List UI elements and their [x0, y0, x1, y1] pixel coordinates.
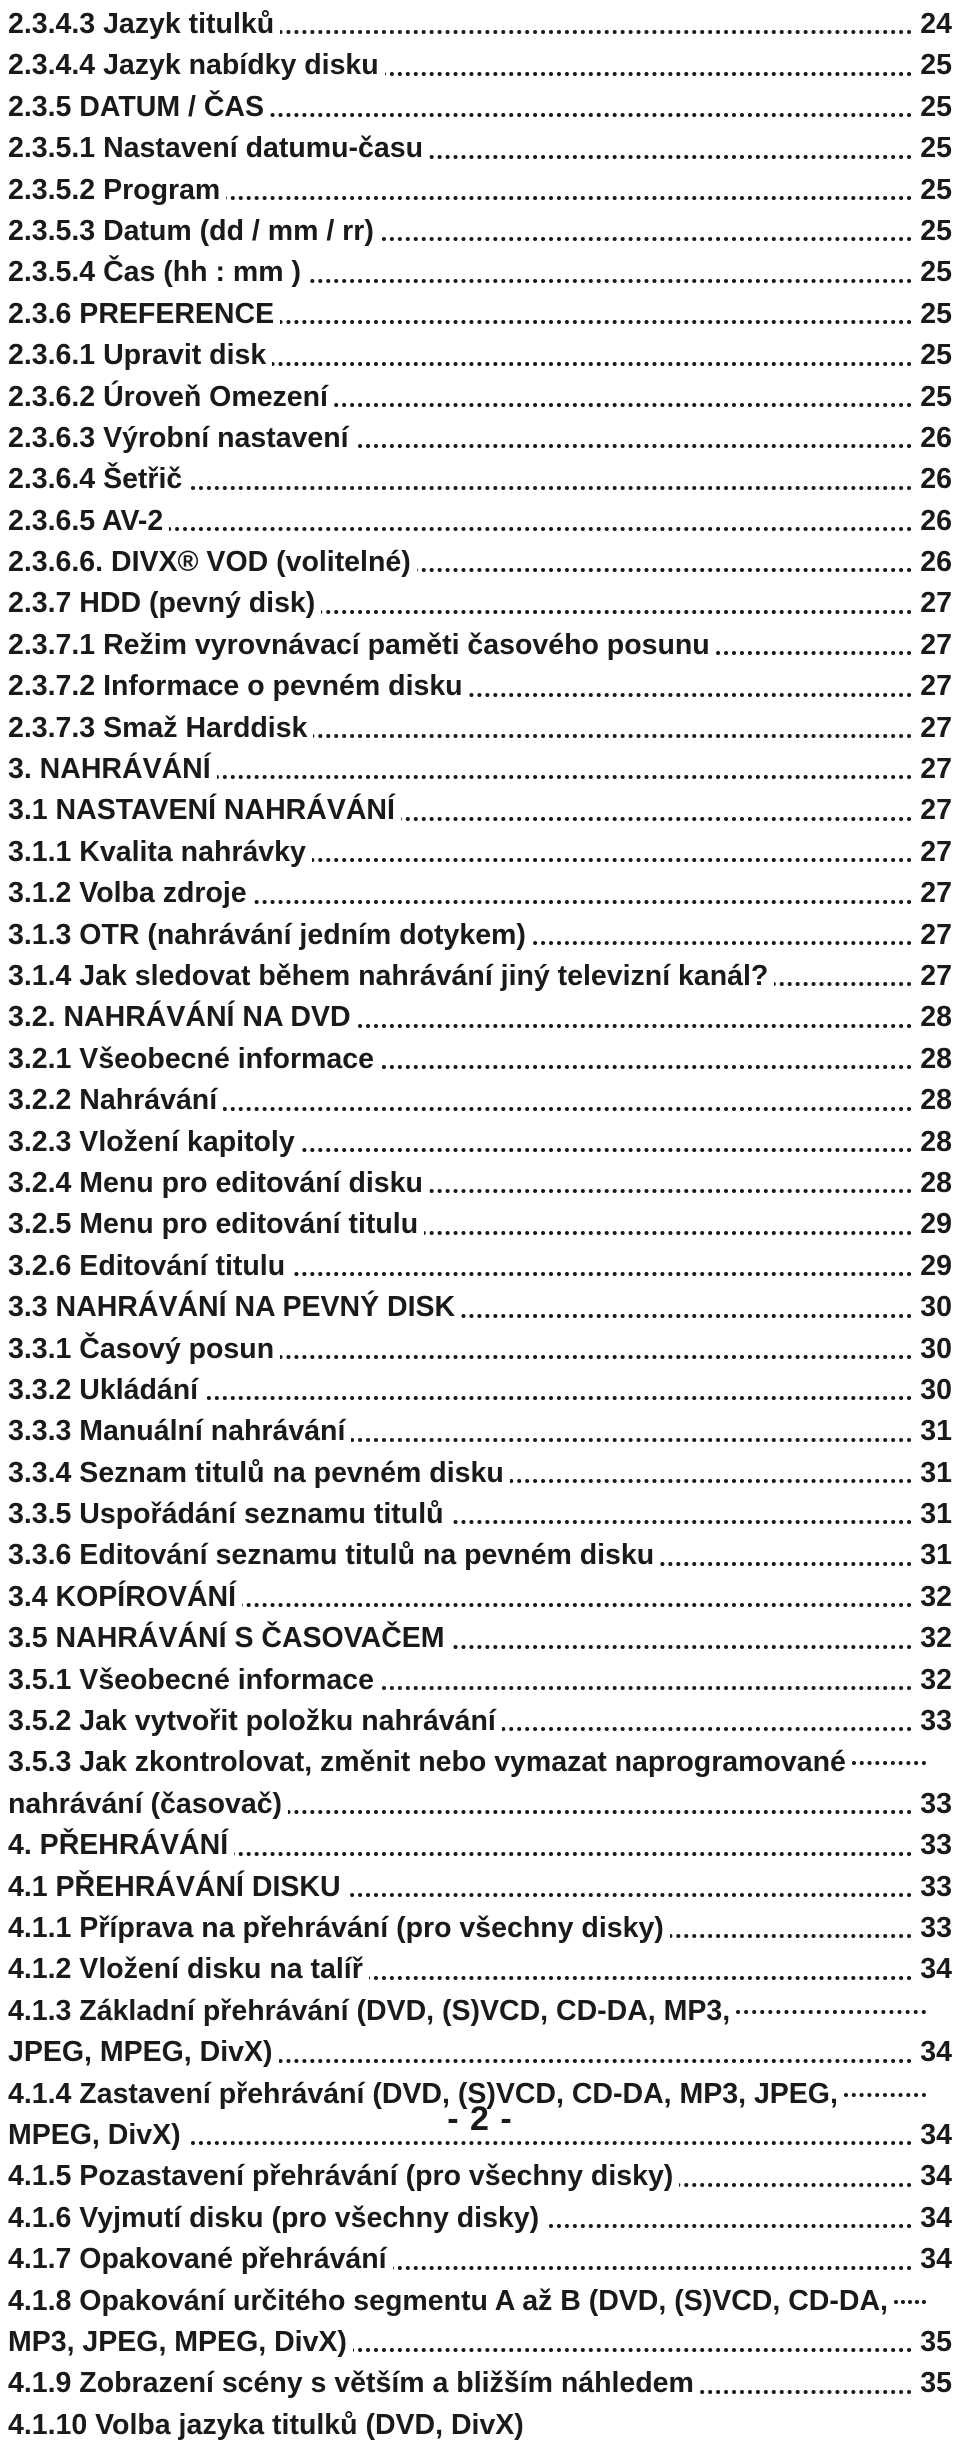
toc-entry[interactable] — [8, 87, 952, 128]
toc-entry-title: 2.3.4.3 Jazyk titulků — [8, 4, 280, 45]
toc-entry-page: 25 — [914, 128, 952, 169]
toc-entry-title: 3.5.2 Jak vytvořit položku nahrávání — [8, 1701, 502, 1742]
toc-entry-title: 2.3.4.4 Jazyk nabídky disku — [8, 45, 385, 86]
toc-entry[interactable] — [8, 45, 952, 86]
toc-entry-title: 3.2.5 Menu pro editování titulu — [8, 1204, 424, 1245]
toc-leader-dots — [736, 2010, 926, 2014]
toc-entry[interactable] — [8, 4, 952, 45]
toc-entry-title: 3.2.2 Nahrávání — [8, 1080, 223, 1121]
toc-entry-title-continued: MPEG, DivX) — [8, 2115, 187, 2156]
toc-entry-page: 25 — [914, 170, 952, 211]
toc-entry[interactable] — [8, 1204, 952, 1245]
toc-entry-title: 2.3.6 PREFERENCE — [8, 294, 280, 335]
toc-entry-title: 4.1.9 Zobrazení scény s větším a bližším náhledem — [8, 2363, 700, 2404]
toc-entry[interactable] — [8, 583, 952, 624]
toc-entry-title: 4.1.1 Příprava na přehrávání (pro všechny disky) — [8, 1908, 670, 1949]
toc-entry-title: 4.1.8 Opakování určitého segmentu A až B (DVD, (S)VCD, CD-DA, — [8, 2281, 894, 2322]
toc-entry-page: 28 — [914, 1080, 952, 1121]
toc-entry-page: 26 — [914, 459, 952, 500]
toc-entry-title: 4.1.3 Základní přehrávání (DVD, (S)VCD, CD-DA, MP3, — [8, 1991, 736, 2032]
toc-entry-page: 27 — [914, 956, 952, 997]
toc-leader-dots — [852, 1761, 926, 1765]
toc-entry-page: 33 — [914, 1908, 952, 1949]
toc-entry[interactable] — [8, 542, 952, 583]
toc-entry-page: 27 — [914, 708, 952, 749]
toc-entry-title: 2.3.5 DATUM / ČAS — [8, 87, 270, 128]
toc-entry[interactable] — [8, 1908, 952, 1949]
toc-entry-title: 3.2.1 Všeobecné informace — [8, 1039, 380, 1080]
toc-entry[interactable] — [8, 1246, 952, 1287]
toc-entry-title: 4.1.4 Zastavení přehrávání (DVD, (S)VCD, CD-DA, MP3, JPEG, — [8, 2074, 844, 2115]
toc-entry[interactable] — [8, 1039, 952, 1080]
toc-entry-page: 32 — [914, 1660, 952, 1701]
toc-entry[interactable] — [8, 335, 952, 376]
toc-entry-page: 29 — [914, 1204, 952, 1245]
toc-entry-page: 29 — [914, 1246, 952, 1287]
toc-entry-page: 25 — [914, 45, 952, 86]
toc-entry[interactable] — [8, 1825, 952, 1866]
toc-entry-title: 3.1.1 Kvalita nahrávky — [8, 832, 312, 873]
toc-entry-title: 4.1.2 Vložení disku na talíř — [8, 1949, 369, 1990]
toc-entry-title: 4. PŘEHRÁVÁNÍ — [8, 1825, 234, 1866]
toc-entry-page: 26 — [914, 501, 952, 542]
toc-entry[interactable] — [8, 2156, 952, 2197]
toc-entry-title: 3.3.5 Uspořádání seznamu titulů — [8, 1494, 450, 1535]
toc-entry-page: 27 — [914, 625, 952, 666]
toc-entry[interactable] — [8, 666, 952, 707]
toc-entry-title: 3. NAHRÁVÁNÍ — [8, 749, 217, 790]
toc-entry-title: 3.2.6 Editování titulu — [8, 1246, 291, 1287]
toc-entry[interactable] — [8, 2405, 952, 2446]
toc-entry-page: 34 — [914, 1949, 952, 1990]
toc-entry-title: 2.3.7.2 Informace o pevném disku — [8, 666, 469, 707]
toc-entry[interactable] — [8, 1949, 952, 1990]
toc-entry-title: 2.3.6.1 Upravit disk — [8, 335, 272, 376]
toc-entry[interactable] — [8, 294, 952, 335]
toc-entry-title: 3.3.4 Seznam titulů na pevném disku — [8, 1453, 510, 1494]
toc-entry-title: 3.2. NAHRÁVÁNÍ NA DVD — [8, 997, 357, 1038]
toc-entry-page: 28 — [914, 1039, 952, 1080]
toc-entry[interactable] — [8, 1494, 952, 1535]
toc-entry-page: 27 — [914, 749, 952, 790]
toc-entry[interactable] — [8, 211, 952, 252]
toc-entry-page: 27 — [914, 873, 952, 914]
toc-entry-page: 32 — [914, 1577, 952, 1618]
toc-entry-title-continued: nahrávání (časovač) — [8, 1784, 288, 1825]
toc-entry-page: 31 — [914, 1453, 952, 1494]
toc-entry[interactable] — [8, 1991, 952, 2074]
toc-entry[interactable] — [8, 128, 952, 169]
toc-entry-page: 31 — [914, 1411, 952, 1452]
toc-entry-page: 34 — [914, 2115, 952, 2156]
toc-entry[interactable] — [8, 2239, 952, 2280]
toc-entry[interactable] — [8, 2198, 952, 2239]
toc-entry-title-continued: MP3, JPEG, MPEG, DivX) — [8, 2322, 353, 2363]
toc-entry[interactable] — [8, 832, 952, 873]
toc-entry-page: 27 — [914, 666, 952, 707]
toc-entry-title: 2.3.6.2 Úroveň Omezení — [8, 377, 334, 418]
toc-entry-title: 2.3.6.6. DIVX® VOD (volitelné) — [8, 542, 417, 583]
toc-entry-page: 27 — [914, 583, 952, 624]
toc-entry-page: 25 — [914, 294, 952, 335]
toc-entry-page: 33 — [914, 1867, 952, 1908]
toc-entry[interactable] — [8, 501, 952, 542]
toc-entry-page: 33 — [914, 1825, 952, 1866]
toc-entry-page: 30 — [914, 1287, 952, 1328]
toc-entry-title: 3.3.1 Časový posun — [8, 1329, 280, 1370]
toc-entry-title: 3.3.3 Manuální nahrávání — [8, 1411, 351, 1452]
toc-entry-page: 30 — [914, 1329, 952, 1370]
toc-entry[interactable] — [8, 1411, 952, 1452]
toc-entry[interactable] — [8, 915, 952, 956]
toc-entry[interactable] — [8, 708, 952, 749]
toc-entry[interactable] — [8, 1742, 952, 1825]
toc-entry[interactable] — [8, 956, 952, 997]
toc-entry-page: 28 — [914, 1122, 952, 1163]
toc-entry-title: 3.1 NASTAVENÍ NAHRÁVÁNÍ — [8, 790, 401, 831]
toc-entry-page: 34 — [914, 2032, 952, 2073]
toc-entry-page: 34 — [914, 2156, 952, 2197]
toc-entry[interactable] — [8, 1163, 952, 1204]
toc-leader-dots — [894, 2300, 926, 2304]
toc-entry-title: 2.3.5.2 Program — [8, 170, 226, 211]
toc-entry-page: 33 — [914, 1701, 952, 1742]
toc-entry-page: 25 — [914, 211, 952, 252]
toc-entry-page: 25 — [914, 335, 952, 376]
toc-entry-title: 4.1.5 Pozastavení přehrávání (pro všechny disky) — [8, 2156, 679, 2197]
toc-entry-title: 3.1.4 Jak sledovat během nahrávání jiný televizní kanál? — [8, 956, 774, 997]
toc-entry-title: 3.5 NAHRÁVÁNÍ S ČASOVAČEM — [8, 1618, 451, 1659]
toc-entry[interactable] — [8, 1867, 952, 1908]
toc-entry[interactable] — [8, 1577, 952, 1618]
toc-entry-title: 3.5.3 Jak zkontrolovat, změnit nebo vymazat naprogramované — [8, 1742, 852, 1783]
toc-entry-title: 4.1.7 Opakované přehrávání — [8, 2239, 393, 2280]
toc-entry[interactable] — [8, 2281, 952, 2364]
toc-entry[interactable] — [8, 170, 952, 211]
toc-entry[interactable] — [8, 1701, 952, 1742]
toc-entry[interactable] — [8, 2363, 952, 2404]
toc-entry[interactable] — [8, 1660, 952, 1701]
toc-entry-title: 2.3.5.4 Čas (hh : mm ) — [8, 252, 307, 293]
toc-entry-page: 30 — [914, 1370, 952, 1411]
toc-entry-page: 31 — [914, 1535, 952, 1576]
toc-entry-title: 3.1.3 OTR (nahrávání jedním dotykem) — [8, 915, 532, 956]
toc-entry-title: 2.3.5.1 Nastavení datumu-času — [8, 128, 429, 169]
toc-entry-title: 3.2.3 Vložení kapitoly — [8, 1122, 301, 1163]
toc-entry[interactable] — [8, 459, 952, 500]
toc-entry[interactable] — [8, 1329, 952, 1370]
toc-entry-title: 3.1.2 Volba zdroje — [8, 873, 253, 914]
toc-entry-page: 27 — [914, 790, 952, 831]
toc-entry[interactable] — [8, 790, 952, 831]
toc-entry[interactable] — [8, 1535, 952, 1576]
toc-entry-page: 31 — [914, 1494, 952, 1535]
toc-entry-page: 26 — [914, 542, 952, 583]
toc-entry[interactable] — [8, 1618, 952, 1659]
toc-entry[interactable] — [8, 418, 952, 459]
toc-entry[interactable] — [8, 625, 952, 666]
toc-entry-title: 3.2.4 Menu pro editování disku — [8, 1163, 429, 1204]
toc-entry-title: 2.3.5.3 Datum (dd / mm / rr) — [8, 211, 380, 252]
toc-entry-title-continued: JPEG, MPEG, DivX) — [8, 2032, 279, 2073]
toc-entry-title: 2.3.7.1 Režim vyrovnávací paměti časového posunu — [8, 625, 716, 666]
toc-entry[interactable] — [8, 377, 952, 418]
table-of-contents — [8, 4, 952, 2446]
toc-entry-page: 25 — [914, 377, 952, 418]
toc-entry[interactable] — [8, 1370, 952, 1411]
toc-entry-page: 32 — [914, 1618, 952, 1659]
toc-entry-title: 4.1.6 Vyjmutí disku (pro všechny disky) — [8, 2198, 545, 2239]
toc-entry-page: 27 — [914, 915, 952, 956]
toc-entry-title: 2.3.6.5 AV-2 — [8, 501, 169, 542]
toc-entry-page: 26 — [914, 418, 952, 459]
toc-entry[interactable] — [8, 873, 952, 914]
toc-entry-title: 4.1.10 Volba jazyka titulků (DVD, DivX) — [8, 2405, 530, 2446]
toc-entry-title: 3.3 NAHRÁVÁNÍ NA PEVNÝ DISK — [8, 1287, 461, 1328]
toc-entry-title: 2.3.6.3 Výrobní nastavení — [8, 418, 355, 459]
toc-entry-page: 35 — [914, 2363, 952, 2404]
toc-entry[interactable] — [8, 997, 952, 1038]
toc-entry-page: 28 — [914, 997, 952, 1038]
toc-entry[interactable] — [8, 1453, 952, 1494]
toc-entry-title: 3.5.1 Všeobecné informace — [8, 1660, 380, 1701]
toc-entry[interactable] — [8, 1287, 952, 1328]
toc-entry-page: 25 — [914, 252, 952, 293]
toc-entry-title: 3.3.2 Ukládání — [8, 1370, 204, 1411]
toc-entry-page: 34 — [914, 2198, 952, 2239]
toc-entry-page: 24 — [914, 4, 952, 45]
toc-entry[interactable] — [8, 749, 952, 790]
toc-entry-title: 2.3.6.4 Šetřič — [8, 459, 188, 500]
toc-entry[interactable] — [8, 1080, 952, 1121]
toc-entry[interactable] — [8, 252, 952, 293]
toc-entry-title: 3.4 KOPÍROVÁNÍ — [8, 1577, 242, 1618]
toc-entry-page: 35 — [914, 2322, 952, 2363]
toc-entry-page: 34 — [914, 2239, 952, 2280]
toc-entry-title: 2.3.7 HDD (pevný disk) — [8, 583, 321, 624]
toc-entry-page: 33 — [914, 1784, 952, 1825]
toc-leader-dots — [844, 2093, 926, 2097]
toc-entry-page: 28 — [914, 1163, 952, 1204]
toc-entry-page: 27 — [914, 832, 952, 873]
toc-entry-title: 3.3.6 Editování seznamu titulů na pevném disku — [8, 1535, 660, 1576]
toc-entry-page: 25 — [914, 87, 952, 128]
page-number: - 2 - — [447, 2100, 513, 2138]
toc-entry-title: 4.1 PŘEHRÁVÁNÍ DISKU — [8, 1867, 347, 1908]
toc-entry-title: 2.3.7.3 Smaž Harddisk — [8, 708, 313, 749]
toc-entry[interactable] — [8, 1122, 952, 1163]
